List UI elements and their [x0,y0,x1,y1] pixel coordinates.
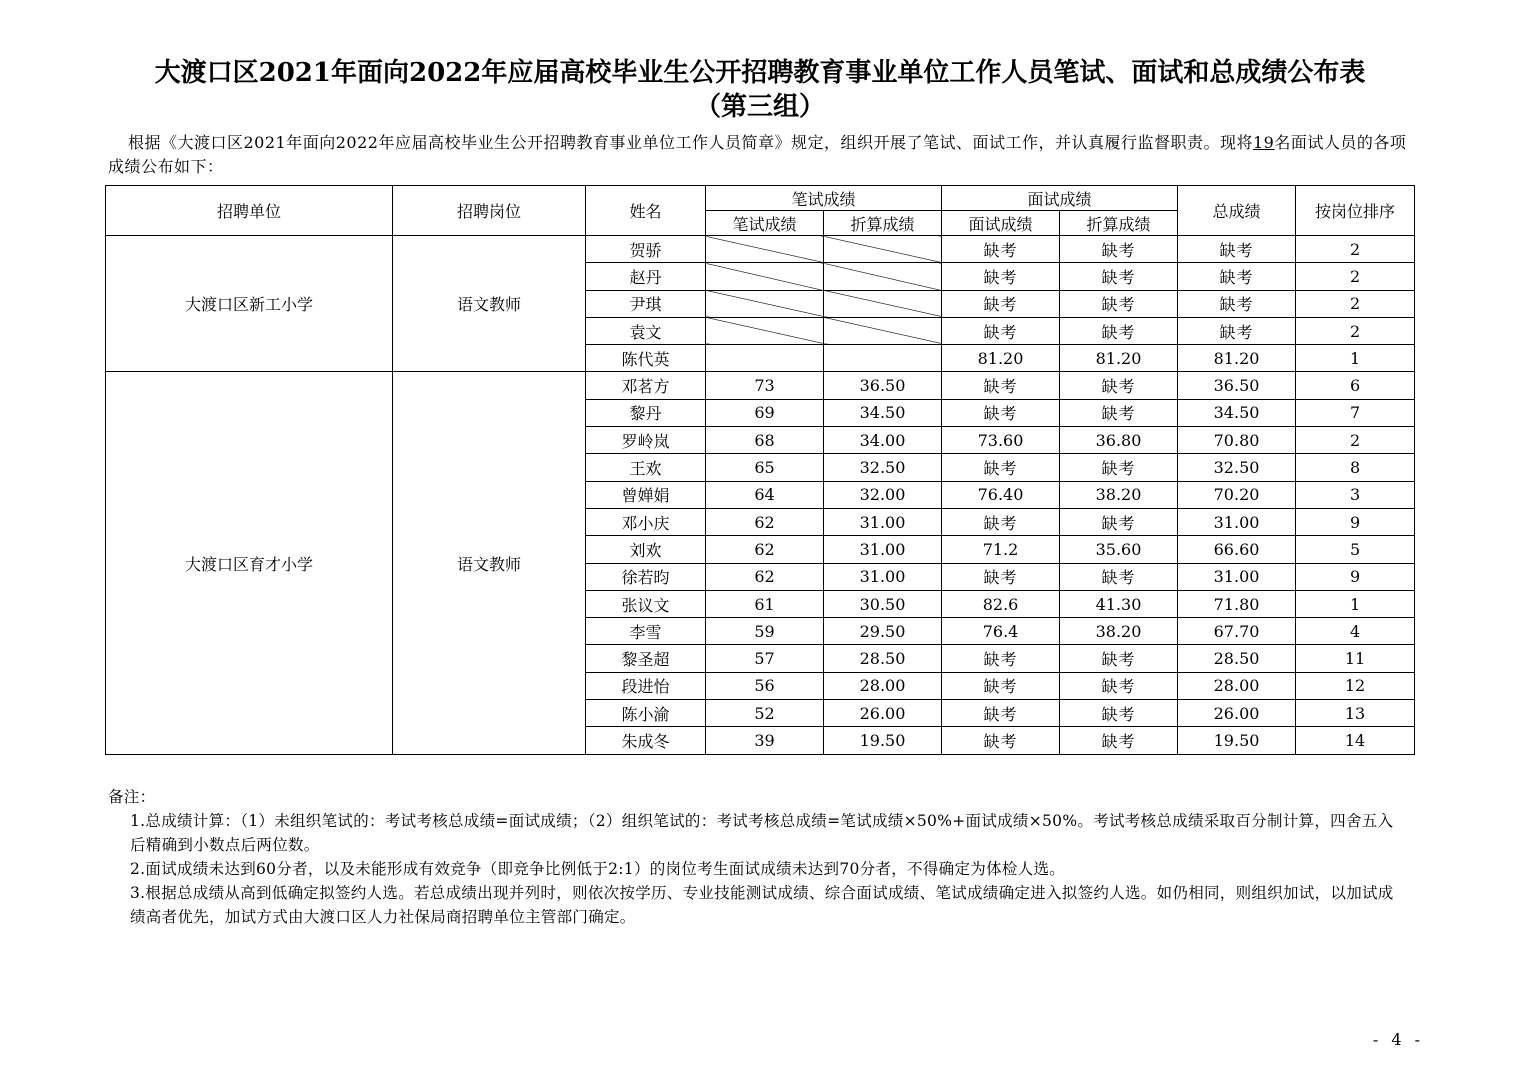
cell-total: 36.50 [1178,372,1296,399]
cell-interview-score: 76.4 [942,618,1060,645]
page-title: 大渡口区2021年面向2022年应届高校毕业生公开招聘教育事业单位工作人员笔试、面试和总成绩公布表 [154,58,1366,88]
cell-written-converted: 32.00 [824,481,942,508]
cell-interview-converted: 缺考 [1060,290,1178,317]
cell-total: 31.00 [1178,508,1296,535]
cell-written-converted: 31.00 [824,563,942,590]
cell-written-converted: 34.00 [824,427,942,454]
cell-rank: 11 [1296,645,1415,672]
cell-written-score: 62 [706,536,824,563]
cell-interview-converted: 缺考 [1060,672,1178,699]
cell-name: 张议文 [586,590,706,617]
cell-written-score [706,317,824,344]
cell-name: 刘欢 [586,536,706,563]
cell-written-score: 62 [706,508,824,535]
cell-interview-score: 缺考 [942,454,1060,481]
cell-interview-score: 缺考 [942,727,1060,754]
cell-written-converted: 32.50 [824,454,942,481]
cell-written-converted: 28.50 [824,645,942,672]
cell-written-converted [824,263,942,290]
header-post: 招聘岗位 [393,186,586,236]
header-written-group: 笔试成绩 [706,186,942,211]
cell-written-score: 59 [706,618,824,645]
cell-rank: 5 [1296,536,1415,563]
cell-written-converted: 30.50 [824,590,942,617]
cell-rank: 8 [1296,454,1415,481]
cell-interview-score: 缺考 [942,563,1060,590]
cell-interview-converted: 41.30 [1060,590,1178,617]
note-item-2: 2.面试成绩未达到60分者，以及未能形成有效竞争（即竞争比例低于2:1）的岗位考生面试成绩未达到70分者，不得确定为体检人选。 [130,860,1066,878]
cell-name: 王欢 [586,454,706,481]
cell-total: 缺考 [1178,236,1296,263]
cell-interview-score: 73.60 [942,427,1060,454]
cell-interview-converted: 38.20 [1060,618,1178,645]
cell-written-score: 62 [706,563,824,590]
cell-interview-score: 76.40 [942,481,1060,508]
cell-rank: 2 [1296,317,1415,344]
cell-name: 贺骄 [586,236,706,263]
cell-interview-score: 缺考 [942,700,1060,727]
cell-total: 26.00 [1178,700,1296,727]
cell-total: 70.80 [1178,427,1296,454]
cell-rank: 2 [1296,290,1415,317]
cell-rank: 1 [1296,590,1415,617]
cell-name: 尹琪 [586,290,706,317]
cell-written-score: 57 [706,645,824,672]
cell-name: 罗岭岚 [586,427,706,454]
cell-rank: 7 [1296,399,1415,426]
cell-written-converted: 36.50 [824,372,942,399]
cell-interview-score: 82.6 [942,590,1060,617]
cell-written-converted: 34.50 [824,399,942,426]
table-row [106,372,1415,399]
cell-name: 赵丹 [586,263,706,290]
cell-interview-converted: 缺考 [1060,372,1178,399]
cell-written-score: 56 [706,672,824,699]
cell-rank: 2 [1296,427,1415,454]
cell-written-converted [824,290,942,317]
header-interview-converted: 折算成绩 [1060,211,1178,236]
header-interview-group: 面试成绩 [942,186,1178,211]
cell-written-score: 68 [706,427,824,454]
cell-written-score [706,345,824,372]
cell-rank: 2 [1296,236,1415,263]
cell-interview-score: 缺考 [942,399,1060,426]
cell-written-converted: 26.00 [824,700,942,727]
cell-written-converted [824,317,942,344]
cell-total: 缺考 [1178,290,1296,317]
cell-interview-score: 81.20 [942,345,1060,372]
cell-rank: 2 [1296,263,1415,290]
cell-interview-converted: 缺考 [1060,317,1178,344]
cell-interview-converted: 36.80 [1060,427,1178,454]
cell-interview-score: 缺考 [942,372,1060,399]
cell-interview-score: 缺考 [942,317,1060,344]
header-interview-score: 面试成绩 [942,211,1060,236]
cell-name: 段进怡 [586,672,706,699]
cell-total: 28.50 [1178,645,1296,672]
cell-name: 陈代英 [586,345,706,372]
cell-name: 曾婵娟 [586,481,706,508]
cell-written-converted: 29.50 [824,618,942,645]
cell-interview-converted: 35.60 [1060,536,1178,563]
cell-rank: 13 [1296,700,1415,727]
cell-interview-score: 71.2 [942,536,1060,563]
cell-total: 31.00 [1178,563,1296,590]
cell-unit: 大渡口区新工小学 [106,236,393,372]
header-total: 总成绩 [1178,186,1296,236]
cell-rank: 4 [1296,618,1415,645]
cell-written-converted: 28.00 [824,672,942,699]
cell-written-score [706,263,824,290]
cell-total: 71.80 [1178,590,1296,617]
cell-total: 19.50 [1178,727,1296,754]
cell-post: 语文教师 [393,372,586,754]
intro-paragraph [108,131,1408,179]
cell-rank: 9 [1296,508,1415,535]
cell-written-score [706,290,824,317]
cell-rank: 12 [1296,672,1415,699]
cell-rank: 14 [1296,727,1415,754]
cell-name: 黎圣超 [586,645,706,672]
cell-interview-converted: 缺考 [1060,508,1178,535]
note-item-1: 1.总成绩计算：（1）未组织笔试的：考试考核总成绩=面试成绩；（2）组织笔试的：考试考核总成绩=笔试成绩×50%+面试成绩×50%。考试考核总成绩采取百分制计算，四舍五入后精确到小数点后两位数。 [130,812,1394,854]
cell-interview-converted: 缺考 [1060,454,1178,481]
cell-interview-converted: 缺考 [1060,563,1178,590]
cell-written-converted: 31.00 [824,536,942,563]
cell-name: 徐若昀 [586,563,706,590]
header-written-converted: 折算成绩 [824,211,942,236]
cell-total: 32.50 [1178,454,1296,481]
cell-written-score: 65 [706,454,824,481]
intro-text-after: 名面试人员的各项成绩公布如下： [108,133,1407,176]
header-rank: 按岗位排序 [1296,186,1415,236]
cell-name: 邓茗方 [586,372,706,399]
cell-written-score: 64 [706,481,824,508]
cell-written-converted: 19.50 [824,727,942,754]
cell-interview-score: 缺考 [942,290,1060,317]
header-name: 姓名 [586,186,706,236]
cell-written-converted [824,345,942,372]
cell-written-score: 69 [706,399,824,426]
intro-count: 19 [1252,133,1275,152]
cell-total: 66.60 [1178,536,1296,563]
cell-written-score: 73 [706,372,824,399]
cell-written-score: 52 [706,700,824,727]
cell-total: 28.00 [1178,672,1296,699]
cell-interview-score: 缺考 [942,508,1060,535]
cell-unit: 大渡口区育才小学 [106,372,393,754]
cell-interview-converted: 缺考 [1060,263,1178,290]
cell-total: 缺考 [1178,317,1296,344]
cell-written-score: 61 [706,590,824,617]
cell-rank: 6 [1296,372,1415,399]
cell-written-score: 39 [706,727,824,754]
page-subtitle: （第三组） [694,92,825,122]
cell-total: 缺考 [1178,263,1296,290]
header-written-score: 笔试成绩 [706,211,824,236]
score-table-body [106,236,1415,755]
cell-total: 70.20 [1178,481,1296,508]
cell-written-converted: 31.00 [824,508,942,535]
cell-interview-score: 缺考 [942,263,1060,290]
table-row [106,236,1415,263]
cell-post: 语文教师 [393,236,586,372]
cell-total: 81.20 [1178,345,1296,372]
cell-interview-converted: 缺考 [1060,399,1178,426]
notes-section [108,785,1408,929]
cell-rank: 9 [1296,563,1415,590]
cell-rank: 3 [1296,481,1415,508]
cell-interview-converted: 缺考 [1060,700,1178,727]
page-number: - 4 - [1372,1030,1424,1049]
header-unit: 招聘单位 [106,186,393,236]
cell-name: 袁文 [586,317,706,344]
score-table [105,185,1415,755]
cell-written-score [706,236,824,263]
cell-name: 黎丹 [586,399,706,426]
cell-name: 李雪 [586,618,706,645]
cell-name: 朱成冬 [586,727,706,754]
cell-total: 67.70 [1178,618,1296,645]
note-item-3: 3.根据总成绩从高到低确定拟签约人选。若总成绩出现并列时，则依次按学历、专业技能测试成绩、综合面试成绩、笔试成绩确定进入拟签约人选。如仍相同，则组织加试，以加试成绩高者优先，加试方式由大渡口区人力社保局商招聘单位主管部门确定。 [130,884,1394,926]
cell-interview-score: 缺考 [942,672,1060,699]
cell-total: 34.50 [1178,399,1296,426]
cell-interview-converted: 缺考 [1060,645,1178,672]
cell-interview-converted: 81.20 [1060,345,1178,372]
notes-heading: 备注： [108,788,156,806]
intro-text-before: 根据《大渡口区2021年面向2022年应届高校毕业生公开招聘教育事业单位工作人员简章》规定，组织开展了笔试、面试工作，并认真履行监督职责。现将 [128,133,1253,152]
cell-name: 陈小渝 [586,700,706,727]
cell-interview-converted: 38.20 [1060,481,1178,508]
cell-rank: 1 [1296,345,1415,372]
cell-written-converted [824,236,942,263]
cell-interview-score: 缺考 [942,236,1060,263]
cell-interview-converted: 缺考 [1060,727,1178,754]
cell-interview-score: 缺考 [942,645,1060,672]
cell-interview-converted: 缺考 [1060,236,1178,263]
cell-name: 邓小庆 [586,508,706,535]
